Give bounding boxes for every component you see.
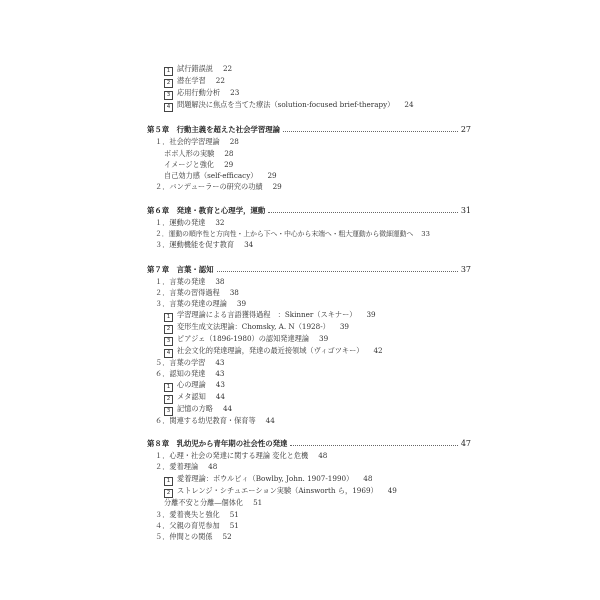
toc-entry [164, 88, 239, 100]
entry-page: 39 [236, 299, 247, 308]
entry-text: ボボ人形の実験 [164, 149, 215, 158]
toc-entry [155, 510, 239, 520]
toc-entry [155, 229, 430, 239]
entry-text: ストレンジ・シチュエーション実験（Ainsworth ら，1969） [177, 486, 378, 495]
chapter-heading [147, 205, 471, 216]
entry-text: １．社会的学習理論 [155, 137, 220, 146]
entry-page: 29 [224, 160, 234, 169]
number-box: 3 [164, 337, 173, 346]
entry-text: 自己効力感（self-efficacy） [164, 171, 258, 180]
entry-page: 44 [222, 404, 233, 413]
toc-entry [155, 218, 224, 228]
entry-text: ピアジェ（1896-1980）の認知発達理論 [177, 334, 310, 343]
entry-text: ２．運動の順序性と方向性・上から下へ・中心から末端へ・粗大運動から微細運動へ [155, 230, 414, 238]
entry-page: 51 [229, 510, 239, 519]
entry-page: 44 [215, 392, 225, 401]
entry-text: ２．言葉の習得過程 [155, 288, 220, 297]
entry-text: ５．仲間との関係 [155, 532, 213, 541]
chapter-page: 27 [460, 125, 471, 134]
entry-text: ３．愛着喪失と強化 [155, 510, 220, 519]
entry-page: 33 [421, 230, 430, 238]
entry-page: 22 [222, 64, 233, 73]
entry-page: 39 [319, 334, 329, 343]
toc-entry [155, 137, 239, 147]
entry-page: 38 [229, 288, 239, 297]
toc-entry [155, 240, 253, 250]
toc-entry [155, 299, 246, 309]
number-box: 2 [164, 395, 173, 404]
dot-leader [290, 445, 457, 446]
entry-text: 社会文化的発達理論，発達の最近接領域（ヴィゴツキー） [177, 346, 364, 355]
number-box: 4 [164, 103, 173, 112]
toc-entry [164, 392, 225, 404]
toc-entry [164, 76, 225, 88]
entry-text: ２．愛着理論 [155, 462, 199, 471]
number-box: 3 [164, 91, 173, 100]
entry-page: 48 [363, 474, 373, 483]
entry-text: ３．言葉の発達の理論 [155, 299, 227, 308]
entry-page: 39 [339, 322, 349, 331]
toc-entry [164, 322, 349, 334]
entry-page: 43 [215, 380, 225, 389]
chapter-heading [147, 124, 471, 135]
entry-text: ２．バンデューラーの研究の功績 [155, 182, 263, 191]
entry-text: 試行錯誤説 [177, 64, 213, 73]
entry-text: 潜在学習 [177, 76, 206, 85]
number-box: 2 [164, 79, 173, 88]
number-box: 2 [164, 489, 173, 498]
toc-entry [164, 100, 414, 112]
number-box: 2 [164, 325, 173, 334]
entry-page: 52 [222, 532, 232, 541]
toc-entry [155, 277, 224, 287]
toc-entry [164, 334, 328, 346]
chapter-page: 31 [460, 206, 471, 215]
entry-page: 38 [215, 277, 225, 286]
toc-entry [164, 498, 262, 508]
number-box: 3 [164, 407, 173, 416]
entry-page: 42 [373, 346, 383, 355]
entry-page: 34 [244, 240, 254, 249]
toc-entry [155, 358, 224, 368]
toc-entry [164, 160, 233, 170]
toc-entry [155, 369, 224, 379]
toc-entry [155, 462, 217, 472]
toc-entry [155, 416, 275, 426]
entry-page: 43 [215, 369, 225, 378]
entry-page: 28 [229, 137, 239, 146]
toc-entry [155, 451, 327, 461]
entry-page: 48 [208, 462, 218, 471]
entry-page: 51 [229, 521, 239, 530]
chapter-title: 第６章 発達・教育と心理学，運動 [147, 206, 266, 215]
chapter-title: 第５章 行動主義を超えた社会学習理論 [147, 125, 281, 134]
chapter-page: 37 [460, 265, 471, 274]
entry-text: メタ認知 [177, 392, 206, 401]
toc-entry [164, 310, 376, 322]
chapter-heading [147, 438, 471, 449]
entry-text: ６．関連する幼児教育・保育等 [155, 416, 256, 425]
toc-entry [164, 474, 372, 486]
toc-entry [155, 532, 232, 542]
entry-page: 44 [265, 416, 275, 425]
number-box: 1 [164, 67, 173, 76]
entry-text: ５．言葉の学習 [155, 358, 206, 367]
entry-text: １．心理・社会の発達に関する理論 変化と危機 [155, 451, 309, 460]
entry-page: 43 [215, 358, 225, 367]
entry-page: 49 [387, 486, 397, 495]
entry-text: 変形生成文法理論：Chomsky, A. N（1928-） [177, 322, 330, 331]
toc-entry [155, 288, 239, 298]
entry-page: 39 [366, 310, 376, 319]
dot-leader [268, 212, 458, 213]
entry-text: ３．運動機能を促す教育 [155, 240, 235, 249]
number-box: 1 [164, 313, 173, 322]
toc-entry [164, 64, 232, 76]
entry-page: 23 [230, 88, 240, 97]
entry-page: 28 [224, 149, 234, 158]
toc-entry [164, 486, 397, 498]
entry-text: 学習理論による言語獲得過程 ：Skinner（スキナー） [177, 310, 357, 319]
entry-text: １．言葉の発達 [155, 277, 206, 286]
entry-text: １．運動の発達 [155, 218, 206, 227]
number-box: 1 [164, 383, 173, 392]
dot-leader [217, 271, 458, 272]
chapter-title: 第８章 乳幼児から青年期の社会性の発達 [147, 439, 288, 448]
chapter-title: 第７章 言葉・認知 [147, 265, 214, 274]
toc-entry [155, 182, 282, 192]
number-box: 1 [164, 477, 173, 486]
entry-text: 愛着理論：ボウルビィ（Bowlby, John. 1907-1990） [177, 474, 354, 483]
chapter-heading [147, 264, 471, 275]
entry-page: 24 [404, 100, 414, 109]
chapter-page: 47 [460, 439, 471, 448]
toc-entry [164, 149, 233, 159]
toc-entry [164, 404, 232, 416]
entry-page: 32 [215, 218, 225, 227]
entry-text: 心の理論 [177, 380, 206, 389]
entry-text: ６．認知の発達 [155, 369, 206, 378]
toc-entry [164, 346, 383, 358]
entry-text: 問題解決に焦点を当てた療法（solution-focused brief-therapy） [177, 100, 395, 109]
entry-text: 応用行動分析 [177, 88, 221, 97]
entry-text: 分離不安と分離―個体化 [164, 498, 244, 507]
toc-entry [164, 171, 277, 181]
entry-text: 記憶の方略 [177, 404, 213, 413]
entry-page: 29 [272, 182, 282, 191]
entry-page: 22 [215, 76, 225, 85]
number-box: 4 [164, 349, 173, 358]
entry-text: ４．父親の育児参加 [155, 521, 220, 530]
toc-entry [164, 380, 225, 392]
entry-text: イメージと強化 [164, 160, 215, 169]
entry-page: 48 [318, 451, 328, 460]
entry-page: 29 [267, 171, 277, 180]
entry-page: 51 [253, 498, 263, 507]
toc-entry [155, 521, 239, 531]
dot-leader [283, 131, 458, 132]
